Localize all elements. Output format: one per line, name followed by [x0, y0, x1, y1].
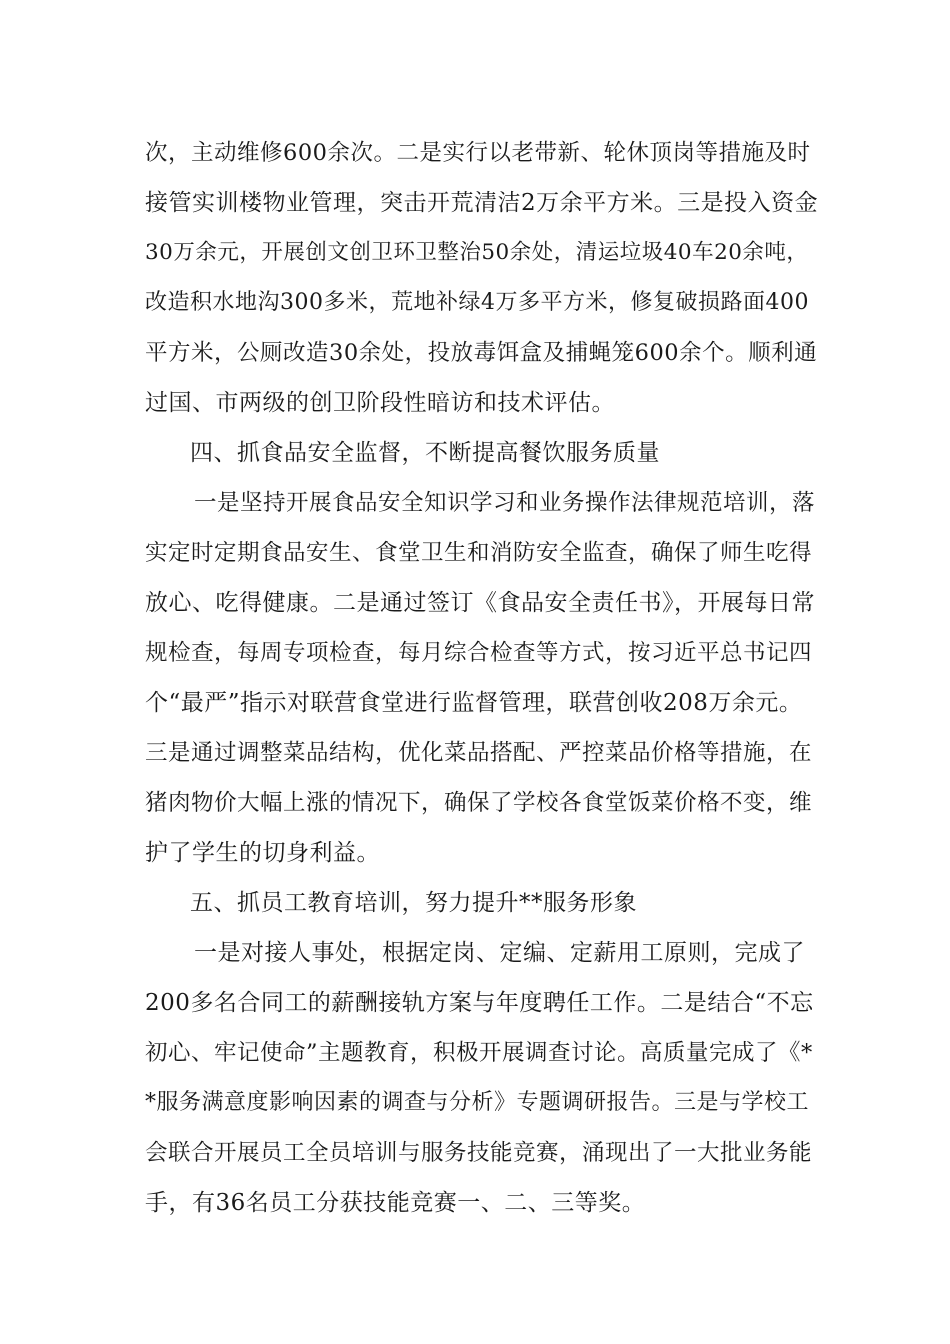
paragraph-line: 个“最严”指示对联营食堂进行监督管理，联营创收208万余元。 [145, 690, 803, 716]
paragraph-line: 改造积水地沟300多米，荒地补绿4万多平方米，修复破损路面400 [145, 290, 809, 315]
paragraph-line: 过国、市两级的创卫阶段性暗访和技术评估。 [145, 390, 615, 416]
paragraph-line: 护了学生的切身利益。 [145, 840, 380, 866]
paragraph-line: 规检查，每周专项检查，每月综合检查等方式，按习近平总书记四 [145, 640, 813, 666]
paragraph-line: 手，有36名员工分获技能竞赛一、二、三等奖。 [145, 1190, 646, 1216]
paragraph-line: 200多名合同工的薪酬接轨方案与年度聘任工作。二是结合“不忘 [145, 990, 814, 1016]
section-heading: 四、抓食品安全监督，不断提高餐饮服务质量 [190, 440, 660, 466]
paragraph-line: 实定时定期食品安生、食堂卫生和消防安全监查，确保了师生吃得 [145, 540, 813, 566]
paragraph-line: *服务满意度影响因素的调查与分析》专题调研报告。三是与学校工 [145, 1090, 810, 1115]
paragraph-line: 30万余元，开展创文创卫环卫整治50余处，清运垃圾40车20余吨， [145, 240, 809, 265]
paragraph-line: 次，主动维修600余次。二是实行以老带新、轮休顶岗等措施及时 [145, 140, 811, 166]
section-heading: 五、抓员工教育培训，努力提升**服务形象 [190, 890, 637, 916]
paragraph-line: 三是通过调整菜品结构，优化菜品搭配、严控菜品价格等措施，在 [145, 740, 813, 766]
paragraph-line: 初心、牢记使命”主题教育，积极开展调查讨论。高质量完成了《* [145, 1040, 813, 1066]
paragraph-line: 放心、吃得健康。二是通过签订《食品安全责任书》，开展每日常 [145, 590, 815, 616]
paragraph-line: 接管实训楼物业管理，突击开荒清洁2万余平方米。三是投入资金 [145, 190, 819, 216]
paragraph-line: 平方米，公厕改造30余处，投放毒饵盒及捕蝇笼600余个。顺利通 [145, 340, 818, 366]
paragraph-line: 猪肉物价大幅上涨的情况下，确保了学校各食堂饭菜价格不变，维 [145, 790, 813, 816]
paragraph-line: 一是对接人事处，根据定岗、定编、定薪用工原则，完成了 [194, 940, 805, 966]
paragraph-line: 一是坚持开展食品安全知识学习和业务操作法律规范培训，落 [194, 490, 816, 516]
paragraph-line: 会联合开展员工全员培训与服务技能竞赛，涌现出了一大批业务能 [145, 1140, 813, 1166]
